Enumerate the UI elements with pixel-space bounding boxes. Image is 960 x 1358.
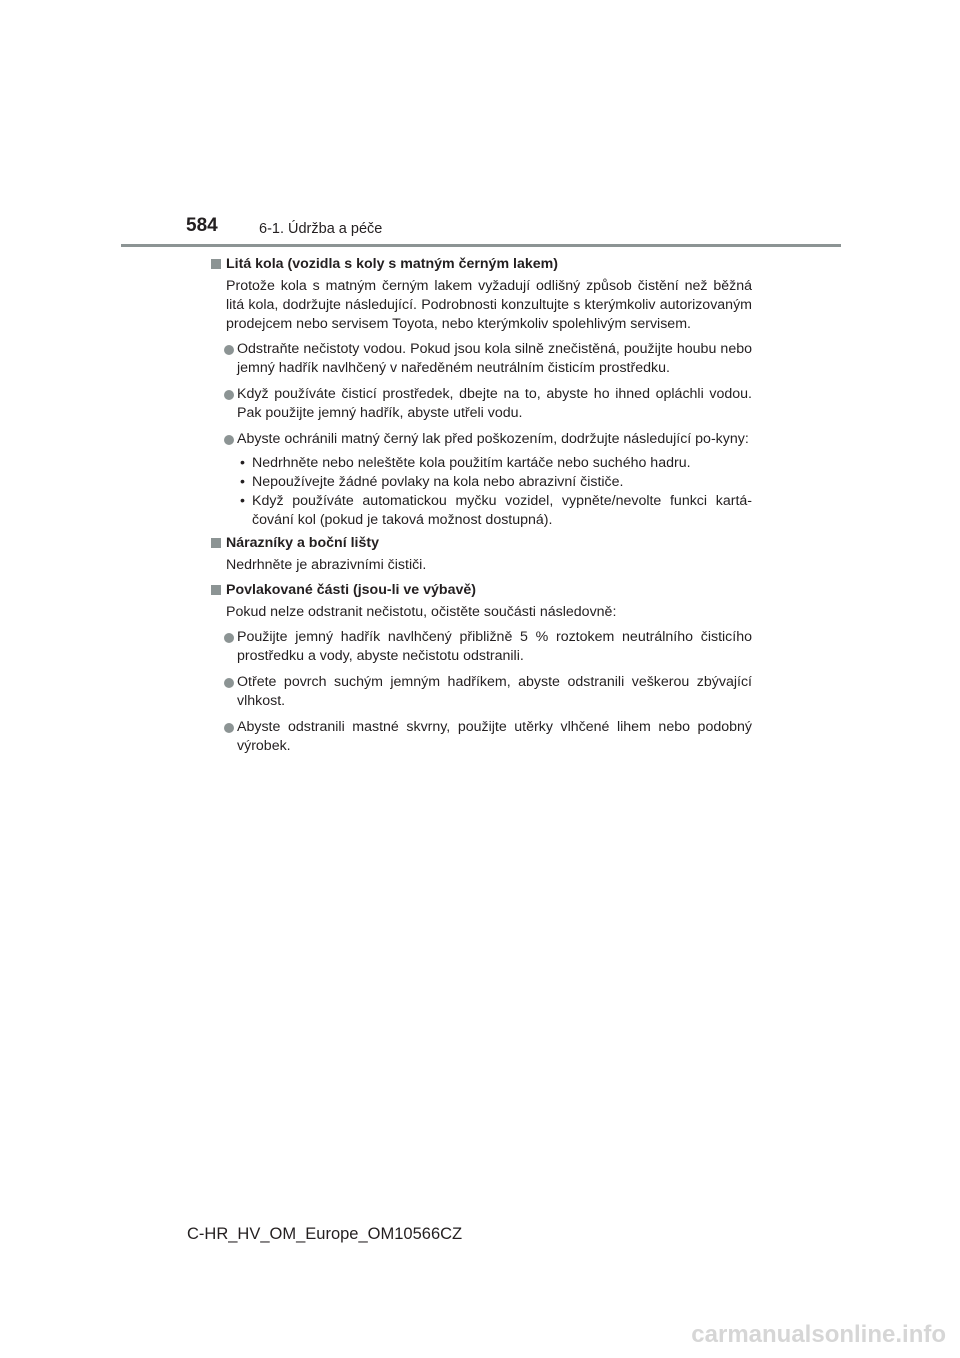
section-alloy-wheels bbox=[210, 255, 752, 530]
list-item bbox=[210, 340, 752, 378]
page-number: 584 bbox=[186, 215, 218, 236]
circle-bullet-icon bbox=[224, 435, 234, 445]
circle-bullet-icon bbox=[224, 723, 234, 733]
intro-paragraph: Nedrhněte je abrazivními čističi. bbox=[226, 557, 427, 573]
section-bumpers bbox=[210, 534, 752, 575]
list-item-text: Když používáte čisticí prostředek, dbejte na to, abyste ho ihned opláchli vodou. Pak použijte jemný hadřík, abyste utřeli vodu. bbox=[237, 386, 752, 421]
circle-bullet-icon bbox=[224, 345, 234, 355]
square-bullet-icon bbox=[211, 585, 221, 595]
sub-list-item bbox=[210, 473, 752, 492]
sub-list-item-text: Když používáte automatickou myčku vozidel, vypněte/nevolte funkci kartá-čování kol (pokud je taková možnost dostupná). bbox=[252, 493, 752, 528]
footer-document-code: C-HR_HV_OM_Europe_OM10566CZ bbox=[187, 1225, 463, 1243]
intro-paragraph: Pokud nelze odstranit nečistotu, očistěte součásti následovně: bbox=[226, 604, 617, 620]
circle-bullet-icon bbox=[224, 678, 234, 688]
sub-list bbox=[210, 454, 752, 530]
list-item bbox=[210, 385, 752, 423]
sub-list-item-text: Nedrhněte nebo neleštěte kola použitím kartáče nebo suchého hadru. bbox=[252, 455, 691, 471]
heading-bumpers bbox=[210, 534, 752, 553]
list-item-text: Odstraňte nečistoty vodou. Pokud jsou kola silně znečistěná, použijte houbu nebo jemný hadřík navlhčený v naředěném neutrálním čisticím prostředku. bbox=[237, 341, 752, 376]
intro-paragraph: Protože kola s matným černým lakem vyžadují odlišný způsob čistění než běžná litá kola, dodržujte následující. Podrobnosti konzultujte s kterýmkoliv autorizovaným prodejcem nebo servisem Toyota, nebo kterýmkoliv spolehlivým servisem. bbox=[226, 278, 752, 332]
page-content bbox=[210, 255, 752, 763]
sub-list-item-text: Nepoužívejte žádné povlaky na kola nebo abrazivní čističe. bbox=[252, 474, 624, 490]
list-item bbox=[210, 430, 752, 449]
list-item bbox=[210, 628, 752, 666]
heading-text: Povlakované části (jsou-li ve výbavě) bbox=[226, 582, 476, 598]
header-rule bbox=[121, 244, 841, 247]
section-coated-parts bbox=[210, 581, 752, 756]
heading-text: Litá kola (vozidla s koly s matným černým lakem) bbox=[226, 256, 558, 272]
list-item bbox=[210, 718, 752, 756]
list-item-text: Použijte jemný hadřík navlhčený přibližně 5 % roztokem neutrálního čisticího prostředku a vody, abyste nečistotu odstranili. bbox=[237, 629, 752, 664]
heading-alloy-wheels bbox=[210, 255, 752, 274]
list-item-text: Abyste odstranili mastné skvrny, použijte utěrky vlhčené lihem nebo podobný výrobek. bbox=[237, 719, 752, 754]
list-item bbox=[210, 673, 752, 711]
heading-coated-parts bbox=[210, 581, 752, 600]
circle-bullet-icon bbox=[224, 633, 234, 643]
section-title: 6-1. Údržba a péče bbox=[259, 221, 383, 237]
sub-list-item bbox=[210, 492, 752, 530]
list-item-text: Abyste ochránili matný černý lak před poškozením, dodržujte následující po-kyny: bbox=[237, 431, 749, 447]
square-bullet-icon bbox=[211, 538, 221, 548]
list-item-text: Otřete povrch suchým jemným hadříkem, abyste odstranili veškerou zbývající vlhkost. bbox=[237, 674, 752, 709]
heading-text: Nárazníky a boční lišty bbox=[226, 535, 379, 551]
watermark: carmanualsonline.info bbox=[691, 1321, 946, 1348]
dot-bullet-icon: • bbox=[240, 474, 245, 490]
dot-bullet-icon: • bbox=[240, 493, 245, 509]
sub-list-item bbox=[210, 454, 752, 473]
dot-bullet-icon: • bbox=[240, 455, 245, 471]
square-bullet-icon bbox=[211, 259, 221, 269]
circle-bullet-icon bbox=[224, 390, 234, 400]
